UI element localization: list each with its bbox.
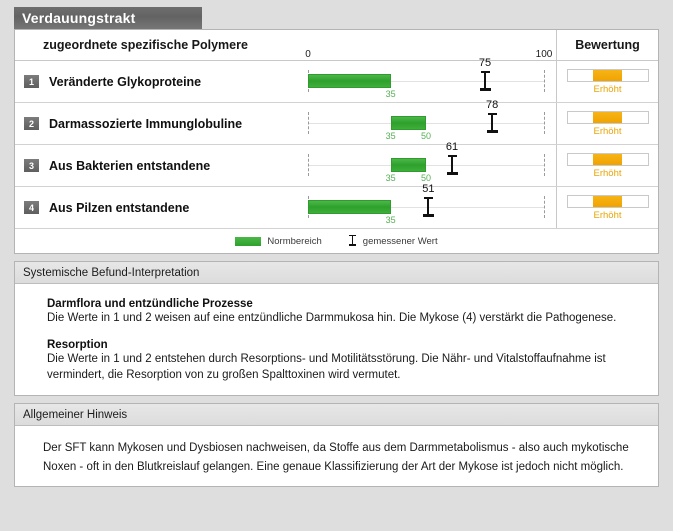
interpretation-block-text: Die Werte in 1 und 2 entstehen durch Resorptions- und Motilitätsstörung. Die Nähr- und Vitalstoffaufnahme ist vermindert, die Resorption von zu großen Spalttoxinen wird vermutet. bbox=[47, 353, 606, 381]
hint-panel bbox=[14, 403, 659, 487]
norm-range-label: 50 bbox=[420, 131, 432, 141]
analyte-label-cell bbox=[15, 103, 298, 144]
interpretation-panel bbox=[14, 261, 659, 396]
hint-text: Der SFT kann Mykosen und Dysbiosen nachweisen, da Stoffe aus dem Darmmetabolismus - also auch mykotische Noxen - oft in den Blutkreislauf gelangen. Eine genaue Klassifizierung der Art der Mykose ist jedoch nicht möglich. bbox=[43, 442, 629, 473]
norm-range-bar bbox=[308, 74, 391, 88]
interpretation-block-heading: Darmflora und entzündliche Prozesse bbox=[47, 298, 253, 310]
analyte-scale-cell bbox=[298, 141, 557, 186]
column-header-polymers-label: zugeordnete spezifische Polymere bbox=[43, 38, 248, 52]
analyte-number-badge: 1 bbox=[24, 75, 39, 88]
axis-tick bbox=[544, 196, 546, 218]
value-scale bbox=[308, 183, 544, 228]
measured-value-label: 78 bbox=[485, 99, 499, 111]
axis-tick bbox=[544, 70, 546, 92]
value-scale bbox=[308, 141, 544, 186]
table-body bbox=[15, 49, 658, 229]
measured-value-label: 51 bbox=[422, 183, 435, 195]
interpretation-block bbox=[47, 298, 636, 326]
table-row bbox=[15, 49, 658, 103]
interpretation-panel-title: Systemische Befund-Interpretation bbox=[23, 266, 200, 279]
analyte-number-badge: 3 bbox=[24, 159, 39, 172]
rating-gauge-fill bbox=[593, 154, 622, 165]
axis-tick-label: 0 bbox=[305, 49, 311, 60]
analyte-name: Aus Bakterien entstandene bbox=[49, 158, 211, 173]
legend-measured-marker-icon bbox=[348, 235, 357, 247]
legend-measured-label: gemessener Wert bbox=[362, 235, 438, 247]
value-scale bbox=[308, 99, 544, 144]
axis-tick bbox=[308, 154, 310, 176]
rating-gauge bbox=[567, 153, 649, 166]
norm-range-label: 50 bbox=[420, 173, 432, 183]
table-row bbox=[15, 183, 658, 229]
rating-gauge-fill bbox=[593, 112, 622, 123]
rating-gauge bbox=[567, 195, 649, 208]
analyte-label-cell bbox=[15, 145, 298, 186]
analyte-name: Aus Pilzen entstandene bbox=[49, 200, 190, 215]
measured-value-label: 61 bbox=[445, 141, 459, 153]
axis-tick-label: 100 bbox=[535, 49, 553, 60]
analyte-name: Darmassozierte Immunglobuline bbox=[49, 116, 243, 131]
analyte-number-badge: 2 bbox=[24, 117, 39, 130]
chart-legend bbox=[15, 229, 658, 253]
rating-gauge-fill bbox=[593, 196, 622, 207]
section-title-tab bbox=[14, 7, 202, 29]
rating-gauge-fill bbox=[593, 70, 622, 81]
analyte-label-cell bbox=[15, 61, 298, 102]
analyte-scale-cell bbox=[298, 49, 557, 102]
analyte-number-badge: 4 bbox=[24, 201, 39, 214]
axis-line bbox=[308, 165, 544, 166]
legend-norm-swatch bbox=[235, 237, 261, 246]
polymer-table-card bbox=[14, 29, 659, 254]
table-header-row bbox=[15, 30, 658, 61]
norm-range-label: 35 bbox=[385, 173, 396, 183]
norm-range-label: 35 bbox=[385, 89, 396, 99]
analyte-scale-cell bbox=[298, 99, 557, 144]
rating-cell bbox=[557, 61, 658, 102]
table-row bbox=[15, 141, 658, 187]
column-header-rating-label: Bewertung bbox=[575, 38, 640, 52]
rating-cell bbox=[557, 187, 658, 228]
rating-cell bbox=[557, 145, 658, 186]
norm-range-bar bbox=[391, 158, 426, 172]
hint-panel-title: Allgemeiner Hinweis bbox=[23, 408, 128, 421]
interpretation-block bbox=[47, 339, 636, 383]
rating-text: Erhöht bbox=[593, 209, 622, 221]
norm-range-bar bbox=[391, 116, 426, 130]
hint-panel-body bbox=[15, 426, 658, 486]
analyte-scale-cell bbox=[298, 183, 557, 228]
rating-text: Erhöht bbox=[593, 83, 622, 95]
analyte-name: Veränderte Glykoproteine bbox=[49, 74, 202, 89]
section-title-text: Verdauungstrakt bbox=[22, 10, 136, 26]
interpretation-panel-body bbox=[15, 284, 658, 395]
interpretation-block-text: Die Werte in 1 und 2 weisen auf eine entzündliche Darmmukosa hin. Die Mykose (4) verstärkt die Pathogenese. bbox=[47, 312, 617, 324]
rating-gauge bbox=[567, 69, 649, 82]
axis-tick bbox=[544, 112, 546, 134]
rating-text: Erhöht bbox=[593, 125, 622, 137]
rating-text: Erhöht bbox=[593, 167, 622, 179]
hint-panel-header bbox=[15, 404, 658, 426]
rating-gauge bbox=[567, 111, 649, 124]
norm-range-label: 35 bbox=[385, 131, 396, 141]
table-row bbox=[15, 99, 658, 145]
rating-cell bbox=[557, 103, 658, 144]
analyte-label-cell bbox=[15, 187, 298, 228]
axis-tick bbox=[308, 112, 310, 134]
norm-range-bar bbox=[308, 200, 391, 214]
value-scale bbox=[305, 49, 553, 102]
column-header-polymers bbox=[15, 30, 557, 60]
norm-range-label: 35 bbox=[385, 215, 396, 225]
interpretation-panel-header bbox=[15, 262, 658, 284]
measured-value-label: 75 bbox=[478, 57, 492, 69]
axis-line bbox=[308, 123, 544, 124]
interpretation-block-heading: Resorption bbox=[47, 339, 108, 352]
axis-tick bbox=[544, 154, 546, 176]
column-header-rating bbox=[557, 30, 658, 60]
legend-norm-label: Normbereich bbox=[267, 235, 322, 247]
